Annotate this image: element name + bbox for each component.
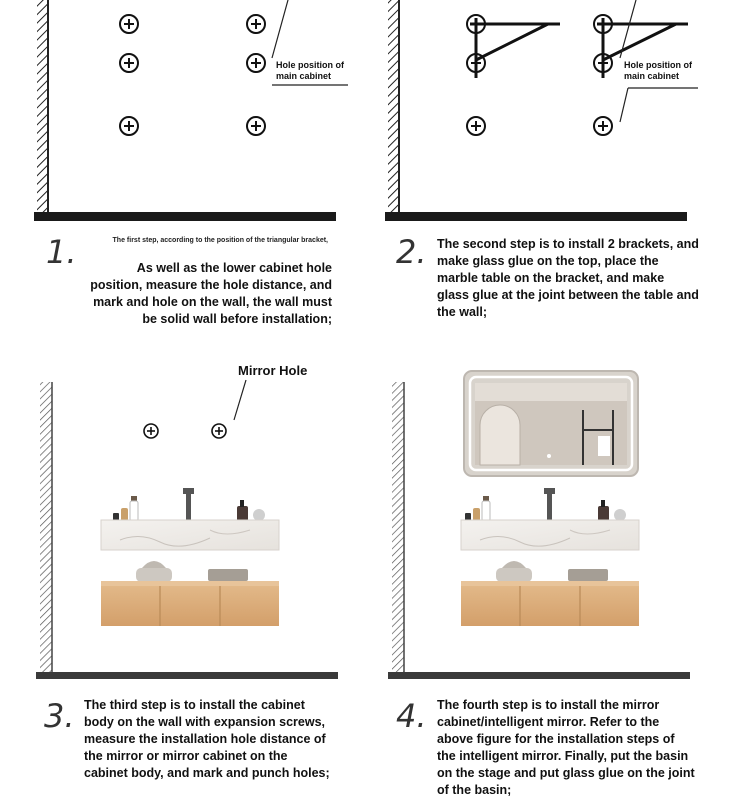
step-number: 1. [46, 233, 77, 271]
hole-position-callout: Hole position of main cabinet [624, 60, 692, 81]
leader-line [272, 0, 288, 58]
mirror-hole-callout: Mirror Hole [238, 363, 308, 378]
step4-diagram [388, 371, 690, 679]
hole-position-callout: Hole position of main cabinet [276, 60, 344, 81]
step-number: 4. [396, 697, 427, 735]
step1-description: As well as the lower cabinet hole position, measure the hole distance, and mark and hole on the wall, the wall must be solid wall before installation; [90, 261, 332, 326]
hole-marker [120, 54, 138, 72]
step1-intro-text: The first step, according to the position of the triangular bracket, [112, 237, 328, 244]
hole-marker [120, 15, 138, 33]
hole-marker [120, 117, 138, 135]
vanity-cabinet [461, 488, 639, 626]
hole-marker [247, 15, 265, 33]
step3-diagram [36, 380, 338, 679]
hole-marker [247, 117, 265, 135]
step-number: 2. [396, 233, 427, 271]
intelligent-mirror [464, 371, 638, 476]
step4-description: The fourth step is to install the mirror cabinet/intelligent mirror. Refer to the above figure for the installation steps of the intelligent mirror. Finally, put the basin on the stage and put glass glue on the joint of the basin; [437, 698, 695, 797]
hole-marker [247, 54, 265, 72]
step-number: 3. [44, 697, 75, 735]
step2-diagram [385, 0, 698, 221]
step2-description: The second step is to install 2 brackets, and make glass glue on the top, place the marble table on the bracket, and make glass glue at the joint between the table and the wall; [437, 237, 699, 319]
vanity-cabinet [101, 488, 279, 626]
step1-diagram [34, 0, 348, 221]
step3-description: The third step is to install the cabinet body on the wall with expansion screws, measure the installation hole distance of the mirror or mirror cabinet on the cabinet body, and mark and punch holes; [84, 698, 330, 780]
